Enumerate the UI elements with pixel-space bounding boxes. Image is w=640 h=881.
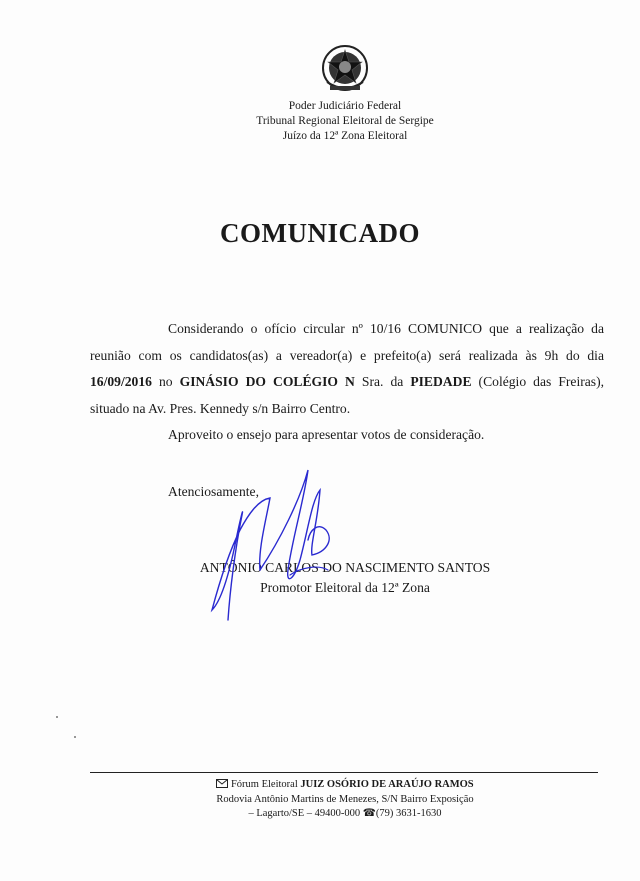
signer-role: Promotor Eleitoral da 12ª Zona [260, 580, 430, 595]
document-title: COMUNICADO [220, 218, 420, 248]
header-line-3: Juízo da 12ª Zona Eleitoral [282, 130, 408, 142]
footer-line-1 [0, 778, 640, 793]
p1-text-d: (Colégio das Freiras), situado na Av. Pres. Kennedy s/n Bairro Centro. [90, 374, 605, 416]
document-body [90, 316, 604, 449]
signer-name: ANTÔNIO CARLOS DO NASCIMENTO SANTOS [199, 560, 491, 575]
footer-phone: (79) 3631-1630 [375, 808, 442, 819]
header-line-2: Tribunal Regional Eleitoral de Sergipe [256, 115, 434, 127]
footer-line-3 [0, 807, 640, 822]
handwritten-signature [200, 460, 360, 630]
paragraph-1 [90, 316, 604, 422]
envelope-icon [216, 779, 228, 788]
p1-text-b: no [151, 374, 180, 389]
scan-speck [74, 736, 76, 738]
p1-text-c: Sra. da [354, 374, 411, 389]
paragraph-2: Aproveito o ensejo para apresentar votos de consideração. [168, 427, 485, 442]
scan-speck [56, 716, 58, 718]
p1-place-1: GINÁSIO DO COLÉGIO N [179, 374, 355, 389]
header-line-1: Poder Judiciário Federal [288, 100, 402, 112]
p1-date: 16/09/2016 [90, 374, 152, 389]
footer-divider [90, 772, 598, 773]
closing: Atenciosamente, [168, 484, 259, 499]
header [200, 99, 490, 144]
footer [0, 778, 640, 822]
footer-prefix: Fórum Eleitoral [230, 779, 301, 790]
p1-place-2: PIEDADE [410, 374, 472, 389]
footer-forum-name: JUIZ OSÓRIO DE ARAÚJO RAMOS [300, 779, 474, 790]
footer-address: Rodovia Antônio Martins de Menezes, S/N Bairro Exposição [216, 793, 474, 805]
coat-of-arms-seal [318, 40, 372, 94]
footer-city: – Lagarto/SE – 49400-000 [248, 808, 363, 819]
phone-icon: ☎ [362, 808, 376, 819]
p1-text-a: Considerando o ofício circular nº 10/16 COMUNICO que a realização da reunião com os candidatos(as) a vereador(a) e prefeito(a) será realizada às 9h do dia [90, 321, 604, 363]
